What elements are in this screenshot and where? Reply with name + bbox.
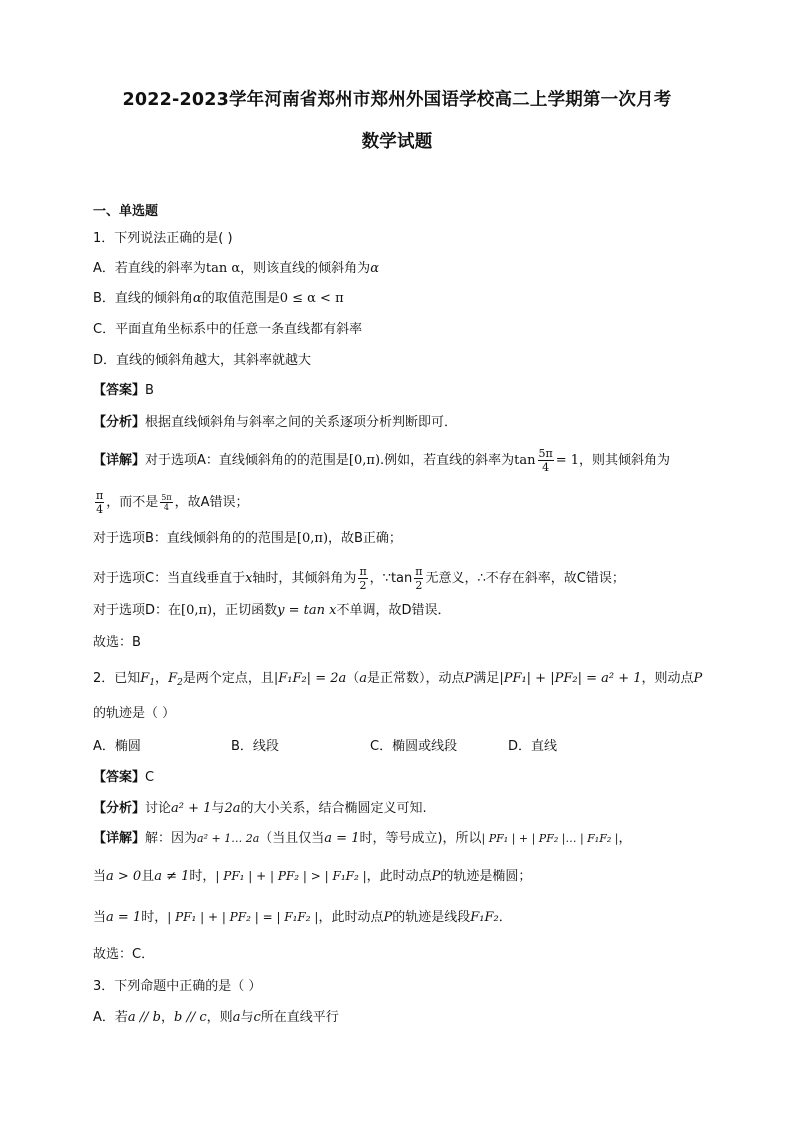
q1-detail4-mid2: ，∵tan xyxy=(369,571,413,586)
q3-option-a-sep: ， xyxy=(161,1010,175,1025)
q2-stem-p: P xyxy=(464,671,474,686)
q1-analysis xyxy=(93,414,733,432)
q1-answer-tag: 【答案】 xyxy=(93,383,146,398)
q1-answer-value: B xyxy=(145,383,154,398)
q2-stem-line2: 的轨迹是（ ） xyxy=(93,706,176,721)
q1-detail3-math: [0,π) xyxy=(296,531,329,546)
q1-detail-line1 xyxy=(93,447,733,474)
q2-stem-line1 xyxy=(93,670,733,692)
q2-detail-line1 xyxy=(93,830,733,848)
q2-stem-math2: |PF₁| + |PF₂| = a² + 1 xyxy=(499,671,642,686)
q2-options xyxy=(93,738,733,756)
q3-option-a-pre: A．若 xyxy=(93,1010,128,1025)
q2-detail3-post: ． xyxy=(498,910,512,925)
q3-stem: 3．下列命题中正确的是（ ） xyxy=(93,979,262,994)
q2-detail3-math3: F₁F₂ xyxy=(470,910,499,925)
q2-detail1-math2: a = 1 xyxy=(324,831,360,846)
q1-detail4-frac2-num: π xyxy=(415,565,423,578)
q2-detail3-math2: | PF₁ | + | PF₂ | = | F₁F₂ | xyxy=(167,910,319,924)
q3-option-a-post: 所在直线平行 xyxy=(260,1010,339,1025)
q2-detail2-p: P xyxy=(431,869,441,884)
q2-analysis-math2: 2a xyxy=(224,801,241,816)
q1-detail1-frac-den: 4 xyxy=(542,461,550,474)
q1-option-b-math1: α xyxy=(192,291,202,306)
q1-detail3-pre: 对于选项B：直线倾斜角的的范围是 xyxy=(93,531,297,546)
q1-option-b xyxy=(93,290,733,308)
q2-answer-tag: 【答案】 xyxy=(93,770,146,785)
q2-answer xyxy=(93,769,733,787)
q1-detail-line4 xyxy=(93,565,733,592)
q2-f1-letter: F xyxy=(140,671,150,686)
q1-detail4-fraction2 xyxy=(414,565,423,592)
q2-analysis xyxy=(93,800,733,818)
q2-detail2-math1: a > 0 xyxy=(106,869,142,884)
q2-detail2-pre: 当 xyxy=(93,869,107,884)
q2-detail1-math1: a² + 1… 2a xyxy=(197,832,260,845)
q2-stem-pre: 2．已知 xyxy=(93,671,141,686)
q3-option-a xyxy=(93,1009,733,1027)
q2-detail3-p: P xyxy=(383,910,393,925)
q1-detail4-mid: 轴时，其倾斜角为 xyxy=(252,571,357,586)
q1-detail2-frac2-num: 5π xyxy=(161,493,172,502)
q2-option-b: B．线段 xyxy=(231,739,279,754)
q2-stem-p2: P xyxy=(693,671,703,686)
document-title-line1: 2022-2023学年河南省郑州市郑州外国语学校高二上学期第一次月考 xyxy=(122,90,672,110)
q1-detail1-tan: tan xyxy=(514,453,536,468)
q2-f2-letter: F xyxy=(168,671,178,686)
q1-option-b-pre: B．直线的倾斜角 xyxy=(93,291,193,306)
q1-option-a-math1: tan α xyxy=(205,261,241,276)
q2-detail1-pre: 解：因为 xyxy=(145,831,198,846)
q1-option-c: C．平面直角坐标系中的任意一条直线都有斜率 xyxy=(93,322,363,337)
q1-detail1-pre: 对于选项A：直线倾斜角的的范围是 xyxy=(145,453,349,468)
q1-choose: 故选：B xyxy=(93,635,141,650)
q2-stem-math1: |F₁F₂| = 2a xyxy=(273,671,347,686)
q1-detail2-frac2-den: 4 xyxy=(163,503,169,512)
q1-detail5-pre: 对于选项D：在 xyxy=(93,603,182,618)
q2-detail1-math3: | PF₁ | + | PF₂ |… | F₁F₂ | xyxy=(481,832,619,845)
q2-detail2-mid: 且 xyxy=(141,869,155,884)
q1-option-a xyxy=(93,260,733,278)
q2-stem-mid3: 是正常数），动点 xyxy=(367,671,465,686)
q1-detail1-math3: = 1 xyxy=(555,453,580,468)
q2-detail1-post: ， xyxy=(618,831,632,846)
q2-stem-a: a xyxy=(359,671,368,686)
q2-f2-sub: 2 xyxy=(177,678,183,688)
q1-detail3-post: ，故B正确； xyxy=(328,531,402,546)
q3-option-a-math2: b // c xyxy=(174,1010,207,1025)
q2-detail3-mid3: 的轨迹是线段 xyxy=(392,910,471,925)
q1-detail4-fraction xyxy=(358,565,367,592)
q1-detail4-frac2-den: 2 xyxy=(415,579,423,592)
q1-detail2-fraction xyxy=(95,489,104,516)
q2-detail2-math3: | PF₁ | + | PF₂ | > | F₁F₂ | xyxy=(215,869,367,883)
q2-detail2-mid3: ，此时动点 xyxy=(366,869,432,884)
q1-analysis-tag: 【分析】 xyxy=(93,415,146,430)
q2-analysis-tag: 【分析】 xyxy=(93,801,146,816)
document-title-line2: 数学试题 xyxy=(361,132,433,152)
q2-option-a: A．椭圆 xyxy=(93,739,141,754)
q2-detail-line2 xyxy=(93,867,733,886)
q2-f2 xyxy=(168,671,183,686)
q3-option-a-math1: a // b xyxy=(127,1010,162,1025)
q1-stem: 1．下列说法正确的是( ) xyxy=(93,231,233,246)
q2-detail3-mid2: ，此时动点 xyxy=(318,910,384,925)
q2-answer-value: C xyxy=(145,770,155,785)
q2-analysis-math1: a² + 1 xyxy=(171,801,212,816)
q1-analysis-text: 根据直线倾斜角与斜率之间的关系逐项分析判断即可． xyxy=(145,415,458,430)
q1-detail-line2 xyxy=(93,489,733,516)
q1-detail5-math1: [0,π) xyxy=(181,603,213,618)
q1-detail4-frac-den: 2 xyxy=(359,579,367,592)
q1-detail2-fraction2 xyxy=(160,493,172,512)
q2-detail3-math1: a = 1 xyxy=(106,910,142,925)
q1-answer xyxy=(93,382,733,400)
q1-detail1-frac-num: 5π xyxy=(538,447,553,460)
q2-detail1-mid2: 时，等号成立)，所以 xyxy=(359,831,482,846)
q2-detail2-post: 的轨迹是椭圆； xyxy=(440,869,532,884)
q1-option-a-math2: α xyxy=(370,261,379,276)
q2-stem-post: ，则动点 xyxy=(641,671,694,686)
q3-option-a-math3: a xyxy=(232,1010,241,1025)
q1-detail2-post: ，故A错误； xyxy=(174,495,249,510)
q1-detail2-frac-num: π xyxy=(96,489,104,502)
q1-detail4-pre: 对于选项C：当直线垂直于 xyxy=(93,571,246,586)
q2-analysis-pre: 讨论 xyxy=(145,801,172,816)
q2-f1 xyxy=(140,671,155,686)
q2-f1-sub: 1 xyxy=(149,678,156,688)
q2-detail2-math2: a ≠ 1 xyxy=(154,869,190,884)
q3-option-a-mid: ，则 xyxy=(206,1010,233,1025)
q2-stem-mid2: （ xyxy=(346,671,360,686)
q2-stem-mid4: 满足 xyxy=(473,671,500,686)
q1-option-a-mid: ，则该直线的倾斜角为 xyxy=(240,261,371,276)
q1-detail2-mid: ，而不是 xyxy=(106,495,159,510)
q2-choose: 故选：C． xyxy=(93,947,155,962)
q1-detail2-frac-den: 4 xyxy=(96,503,104,516)
q2-detail2-mid2: 时， xyxy=(189,869,216,884)
q1-detail1-post: ，则其倾斜角为 xyxy=(579,453,671,468)
q1-option-d: D．直线的倾斜角越大，其斜率就越大 xyxy=(93,353,312,368)
q1-detail-line5 xyxy=(93,602,733,620)
q1-detail1-fraction xyxy=(538,447,554,474)
q1-detail5-mid: ，正切函数 xyxy=(212,603,278,618)
q1-detail-tag: 【详解】 xyxy=(93,453,146,468)
q1-option-a-pre: A．若直线的斜率为 xyxy=(93,261,206,276)
q3-option-a-mid2: 与 xyxy=(240,1010,254,1025)
q2-option-c: C．椭圆或线段 xyxy=(370,739,458,754)
q3-option-a-math4: c xyxy=(253,1010,261,1025)
q1-detail1-math1: [0,π) xyxy=(348,453,381,468)
q1-detail4-x: x xyxy=(245,571,253,586)
q1-detail5-math2: y = tan x xyxy=(277,603,337,618)
q1-detail-line3 xyxy=(93,530,733,548)
q1-detail1-mid: .例如，若直线的斜率为 xyxy=(380,453,515,468)
q1-detail4-post: 无意义，∴不存在斜率，故C错误； xyxy=(425,571,625,586)
q1-option-b-mid: 的取值范围是 xyxy=(201,291,280,306)
q2-stem-mid: 是两个定点，且 xyxy=(182,671,274,686)
q1-detail4-frac-num: π xyxy=(359,565,367,578)
q2-stem-sep: ， xyxy=(155,671,169,686)
q2-analysis-mid: 与 xyxy=(211,801,225,816)
q2-option-d: D．直线 xyxy=(508,739,558,754)
q2-detail-tag: 【详解】 xyxy=(93,831,146,846)
q1-detail5-post: 不单调，故D错误． xyxy=(336,603,451,618)
section-heading: 一、单选题 xyxy=(93,204,159,219)
q2-detail3-pre: 当 xyxy=(93,910,107,925)
q2-analysis-post: 的大小关系，结合椭圆定义可知. xyxy=(240,801,427,816)
q1-option-b-math2: 0 ≤ α < π xyxy=(279,291,344,306)
q2-detail3-mid: 时， xyxy=(141,910,168,925)
q2-detail1-mid: （当且仅当 xyxy=(259,831,325,846)
q2-detail-line3 xyxy=(93,908,733,927)
